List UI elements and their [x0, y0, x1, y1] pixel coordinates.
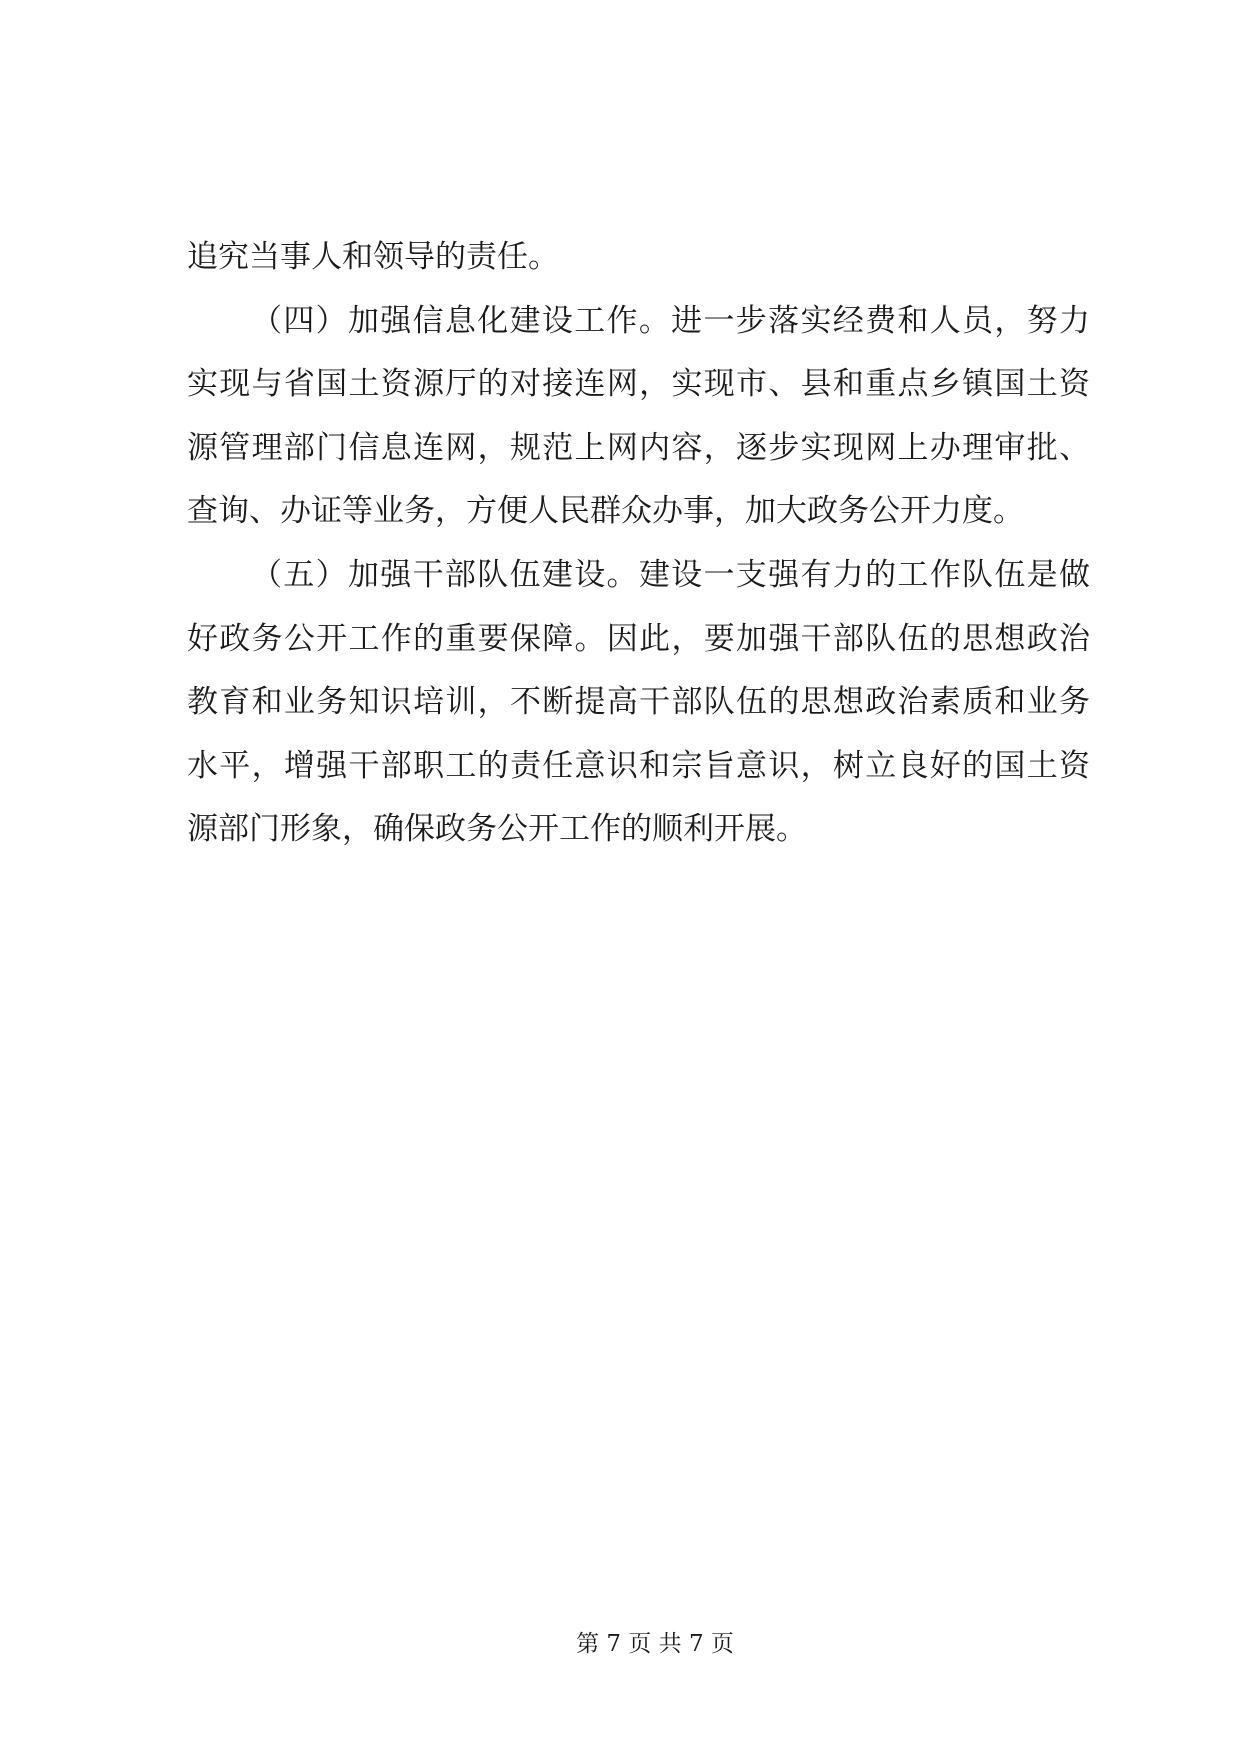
paragraph-line: 追究当事人和领导的责任。: [187, 239, 559, 275]
paragraph-line: 查询、办证等业务，方便人民群众办事，加大政务公开力度。: [187, 493, 1024, 530]
body-text: [187, 226, 1090, 862]
paragraph-line: 实现与省国土资源厅的对接连网，实现市、县和重点乡镇国土资: [187, 366, 1090, 403]
paragraph-line: （四）加强信息化建设工作。进一步落实经费和人员，努力: [251, 302, 1090, 339]
paragraph-line: 源管理部门信息连网，规范上网内容，逐步实现网上办理审批、: [187, 429, 1090, 466]
paragraph-line: 水平，增强干部职工的责任意识和宗旨意识，树立良好的国土资: [187, 747, 1090, 784]
page-number-footer: 第 7 页 共 7 页: [576, 1631, 734, 1657]
paragraph-line: （五）加强干部队伍建设。建设一支强有力的工作队伍是做: [251, 556, 1090, 593]
paragraph-line: 源部门形象，确保政务公开工作的顺利开展。: [187, 811, 807, 848]
paragraph-line: 好政务公开工作的重要保障。因此，要加强干部队伍的思想政治: [187, 620, 1090, 657]
paragraph-line: 教育和业务知识培训，不断提高干部队伍的思想政治素质和业务: [187, 684, 1090, 721]
